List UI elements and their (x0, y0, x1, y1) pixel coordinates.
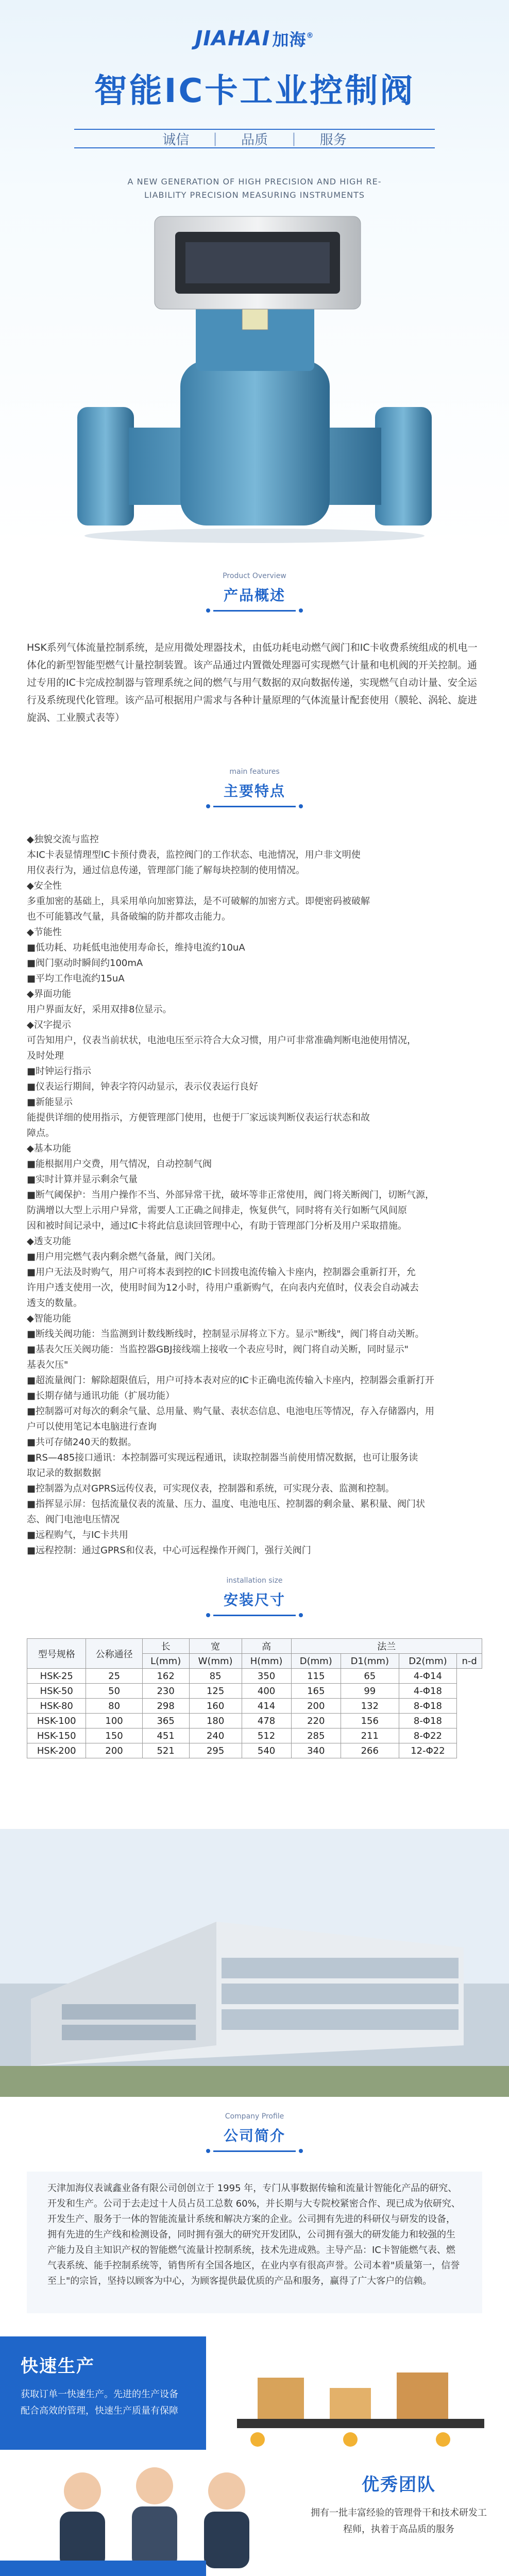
feature-line: 能提供详细的使用指示，方便管理部门使用，也便于厂家远谈判断仪表运行状态和故 (27, 1112, 370, 1123)
feature-line: 障点。 (27, 1128, 55, 1139)
hero-title: 智能IC卡工业控制阀 (94, 72, 415, 110)
feature-line: ■远程控制：通过GPRS和仪表，中心可远程操作开阀门，强行关阀门 (27, 1545, 311, 1556)
feature-line: ■仪表运行期间，钟表字符闪动显示，表示仪表运行良好 (27, 1081, 259, 1092)
features-heading-en: main features (229, 768, 280, 776)
feature-line: ◆智能功能 (27, 1313, 71, 1324)
factory-building-image (0, 1829, 509, 2097)
table-cell: 99 (341, 1684, 399, 1699)
table-cell: 230 (142, 1684, 189, 1699)
table-cell: 512 (242, 1728, 291, 1743)
heading-divider (213, 2150, 296, 2152)
feature-line: ■平均工作电流约15uA (27, 973, 125, 984)
feature-line: ■共可存储240天的数据。 (27, 1437, 137, 1448)
advantage-desc: 拥有一批丰富经验的管理骨干和技术研发工程师，执着于高品质的服务 (311, 2507, 487, 2535)
heading-divider (213, 806, 296, 807)
table-cell: HSK-200 (27, 1743, 86, 1758)
feature-line: 用户界面友好，采用双排8位显示。 (27, 1004, 172, 1015)
feature-line: 可告知用户，仪表当前状状，电池电压至示符合大众习惯，用户可非常准确判断电池使用情况， (27, 1035, 416, 1046)
company-heading (0, 2112, 509, 2152)
feature-line: 本IC卡表显情理型IC卡预付费表，监控阀门的工作状态、电池情况，用户非文明使 (27, 850, 361, 860)
feature-line: ■控制器可对每次的剩余气量、总用量、购气量、表状态信息、电池电压等情况，存入存储器内，用 (27, 1406, 435, 1417)
feature-line: ■基表欠压关阀功能：当监控器GBJ接线端上接收一个表应号时，阀门将自动关断，同时显示" (27, 1344, 409, 1355)
table-cell: 220 (291, 1714, 341, 1728)
th-sub: n-d (457, 1654, 482, 1669)
feature-line: 用仪表行为，通过信息传递，管理部门能了解每块控制的使用情况。 (27, 865, 305, 876)
feature-line: ◆基本功能 (27, 1143, 71, 1154)
hero-tagline (74, 129, 435, 148)
hero-tag-1: 诚信 (162, 132, 190, 148)
heading-divider (213, 610, 296, 612)
hero-tag-sep: | (292, 131, 296, 146)
overview-text: HSK系列气体流量控制系统，是应用微处理器技术，由低功耗电动燃气阀门和IC卡收费系统组成的机电一体化的新型智能型燃气计量控制装置。该产品通过内置微处理器可实现燃气计量和电机阀的开关控制。通过专用的IC卡完成控制器与管理系统之间的燃气与用气数据的双向数据传递，实现燃气自动计量、安全运行及系统现代化管理。该产品可根据用户需求与各种计量原理的气体流量计配套使用（膜轮、涡轮、旋进旋涡、工业膜式表等） (27, 642, 478, 723)
feature-line: 及时处理 (27, 1050, 64, 1061)
feature-line: 许用户透支使用一次，使用时间为12小时，待用户重新购气，在向表内充值时，仪表会自动减去 (27, 1282, 419, 1293)
hero-banner (0, 0, 509, 551)
table-cell: 211 (341, 1728, 399, 1743)
table-cell: HSK-80 (27, 1699, 86, 1714)
table-cell: 285 (291, 1728, 341, 1743)
feature-line: ◆节能性 (27, 927, 62, 938)
feature-line: ■长期存储与通讯功能（扩展功能） (27, 1391, 175, 1401)
feature-line: ■控制器为点对GPRS远传仪表，可实现仪表，控制器和系统，可实现分表、监测和控制。 (27, 1483, 395, 1494)
table-cell: 65 (341, 1669, 399, 1684)
table-cell: 25 (86, 1669, 142, 1684)
table-cell: 451 (142, 1728, 189, 1743)
hero-tag-sep: | (213, 131, 217, 146)
company-text: 天津加海仪表诚鑫业备有限公司创创立于 1995 年，专门从事数据传输和流量计智能化产品的研究、开发和生产。公司于去走过十人员占员工总数 60%，并长期与大专院校紧密合作、现已成为依研究、开发生产、服务于一体的智能流量计系统和解决方案的企业。公司拥有先进的科研仪与研发的设备，拥有先进的生产线和检测设备，同时拥有强大的研究开发团队，公司拥有强大的研发能力和较强的生产能力及自主知识产权的智能燃气流量计控制系统，技术先进成熟。主导产品：IC卡智能燃气表、燃气表系统、能手控制系统等，销售所有全国各地区，在业内享有很高声誉。公司本着"质量第一，信誉至上"的宗旨，坚持以顾客为中心，为顾客提供最优质的产品和服务，赢得了广大客户的信赖。 (47, 2183, 461, 2286)
th-sub: D1(mm) (341, 1654, 399, 1669)
table-row (27, 1728, 482, 1743)
table-cell: 50 (86, 1684, 142, 1699)
table-cell: 115 (291, 1669, 341, 1684)
advantage-row-3 (0, 2555, 509, 2576)
table-row (27, 1699, 482, 1714)
logo-main: JIAHAI (195, 27, 270, 50)
th-flange: 法兰 (291, 1639, 482, 1654)
feature-line: 因和被时间记录中，通过IC卡将此信息读回管理中心，有助于管理部门分析及用户采取措施。 (27, 1221, 407, 1231)
table-row (27, 1743, 482, 1758)
feature-line: ◆安全性 (27, 880, 62, 891)
table-cell: 150 (86, 1728, 142, 1743)
feature-line: ■阀门驱动时瞬间约100mA (27, 958, 143, 969)
table-cell: 200 (291, 1699, 341, 1714)
conveyor-illustration (216, 2342, 505, 2455)
feature-line: 透支的数量。 (27, 1298, 82, 1309)
feature-line: ■超流量阀门：解除超限值后，用户可持本表对应的IC卡正确电流传输入卡座内，控制器会重新打开 (27, 1375, 434, 1386)
logo-sub: 加海 (272, 30, 307, 49)
feature-line: ◆界面功能 (27, 989, 71, 999)
hero-english (0, 175, 509, 202)
feature-line: 户可以使用笔记本电脑进行查询 (27, 1421, 157, 1432)
install-heading (0, 1577, 509, 1616)
feature-line: 态、阀门电池电压情况 (27, 1514, 120, 1525)
advantage-card-shipping (0, 2561, 206, 2576)
features-heading (0, 768, 509, 807)
feature-line: 多重加密的基础上，具采用单向加密算法，是不可破解的加密方式。即便密码被破解 (27, 896, 370, 907)
feature-line: ◆独貌交流与监控 (27, 834, 99, 845)
table-cell: 4-Φ18 (399, 1684, 457, 1699)
table-cell: 100 (86, 1714, 142, 1728)
feature-line: ■断气阈保护：当用户操作不当、外部异常干扰，破坏等非正常使用，阀门将关断阀门，切断气源， (27, 1190, 435, 1200)
feature-line: ■能根据用户交费，用气情况，自动控制气阀 (27, 1159, 212, 1170)
table-cell: 298 (142, 1699, 189, 1714)
overview-heading-zh: 产品概述 (223, 587, 285, 604)
table-cell: 4-Φ14 (399, 1669, 457, 1684)
feature-line: ◆透支功能 (27, 1236, 71, 1247)
logo-mark: ® (306, 31, 314, 40)
table-row (27, 1669, 482, 1684)
table-cell: 12-Φ22 (399, 1743, 457, 1758)
feature-line: ■实时计算并显示剩余气量 (27, 1174, 138, 1185)
feature-line: 基表欠压" (27, 1360, 69, 1370)
company-heading-zh: 公司简介 (223, 2127, 285, 2144)
feature-line: ■用户用完燃气表内剩余燃气备量，阀门关闭。 (27, 1251, 222, 1262)
feature-line: ■低功耗、功耗低电池使用寿命长，维持电流约10uA (27, 942, 245, 953)
table-cell: 132 (341, 1699, 399, 1714)
feature-line: ◆汉字提示 (27, 1020, 71, 1030)
team-illustration (21, 2450, 278, 2573)
truck-illustration (237, 2566, 495, 2576)
table-cell: HSK-50 (27, 1684, 86, 1699)
features-heading-zh: 主要特点 (223, 783, 285, 800)
th-sub: D(mm) (291, 1654, 341, 1669)
hero-en-line-2: LIABILITY PRECISION MEASURING INSTRUMENTS (144, 190, 365, 200)
th-length: 长 (142, 1639, 189, 1654)
feature-line: ■指挥显示屏：包括流量仪表的流量、压力、温度、电池电压、控制器的剩余量、累积量、阀门状 (27, 1499, 426, 1510)
overview-heading-en: Product Overview (223, 572, 286, 580)
table-cell: 340 (291, 1743, 341, 1758)
advantage-card-production (0, 2336, 206, 2450)
feature-line: ■新能显示 (27, 1097, 73, 1108)
hero-tag-3: 服务 (319, 132, 347, 148)
table-cell: 240 (189, 1728, 242, 1743)
th-sub: H(mm) (242, 1654, 291, 1669)
advantage-desc: 获取订单一快速生产。先进的生产设备配合高效的管理，快速生产质量有保障 (21, 2389, 178, 2416)
hero-en-line-1: A NEW GENERATION OF HIGH PRECISION AND HIGH RE- (127, 177, 382, 187)
advantage-title: 优秀团队 (362, 2475, 436, 2495)
th-width: 宽 (189, 1639, 242, 1654)
features-list (27, 832, 482, 1558)
table-cell: 521 (142, 1743, 189, 1758)
heading-divider (213, 1615, 296, 1616)
th-height: 高 (242, 1639, 291, 1654)
feature-line: 防满增以大型上示用户异常，需要人工正确之间排走，恢复供气，同时将有关行如断气风间原 (27, 1205, 407, 1216)
table-cell: 266 (341, 1743, 399, 1758)
company-heading-en: Company Profile (225, 2112, 284, 2121)
table-cell: 85 (189, 1669, 242, 1684)
install-heading-en: installation size (226, 1577, 283, 1585)
table-cell: 540 (242, 1743, 291, 1758)
table-cell: HSK-100 (27, 1714, 86, 1728)
table-cell: 350 (242, 1669, 291, 1684)
table-cell: 80 (86, 1699, 142, 1714)
feature-line: ■断线关阀功能：当监测到计数线断线时，控制显示屏将立下方。显示"断线"，阀门将自动关断。 (27, 1329, 425, 1340)
table-cell: 8-Φ18 (399, 1699, 457, 1714)
table-cell: 478 (242, 1714, 291, 1728)
feature-line: ■时钟运行指示 (27, 1066, 92, 1077)
th-dn: 公称通径 (86, 1639, 142, 1669)
advantage-card-team (289, 2455, 509, 2568)
feature-line: ■用户无法及时购气，用户可将本表到控的IC卡回拨电流传输入卡座内，控制器会重新打开，允 (27, 1267, 416, 1278)
table-cell: 8-Φ22 (399, 1728, 457, 1743)
table-row (27, 1714, 482, 1728)
table-cell: 295 (189, 1743, 242, 1758)
advantage-title: 快速生产 (21, 2356, 95, 2377)
table-cell: 125 (189, 1684, 242, 1699)
table-cell: 8-Φ18 (399, 1714, 457, 1728)
table-cell: 180 (189, 1714, 242, 1728)
valve-product-image (0, 206, 509, 546)
th-sub: L(mm) (142, 1654, 189, 1669)
table-cell: HSK-150 (27, 1728, 86, 1743)
overview-heading (0, 572, 509, 612)
table-cell: HSK-25 (27, 1669, 86, 1684)
feature-line: 取记录的数据数据 (27, 1468, 101, 1479)
feature-line: ■远程购气，与IC卡共用 (27, 1530, 128, 1540)
company-profile-box (27, 2172, 482, 2313)
table-cell: 160 (189, 1699, 242, 1714)
table-cell: 156 (341, 1714, 399, 1728)
table-row (27, 1684, 482, 1699)
install-heading-zh: 安装尺寸 (223, 1591, 285, 1608)
table-cell: 200 (86, 1743, 142, 1758)
table-cell: 365 (142, 1714, 189, 1728)
table-cell: 162 (142, 1669, 189, 1684)
th-sub: D2(mm) (399, 1654, 457, 1669)
spec-table (27, 1638, 482, 1758)
table-cell: 400 (242, 1684, 291, 1699)
feature-line: ■RS—485接口通讯：本控制器可实现远程通讯，读取控制器当前使用情况数据，也可让服务读 (27, 1452, 418, 1463)
hero-tag-2: 品质 (241, 132, 268, 148)
table-cell: 414 (242, 1699, 291, 1714)
feature-line: 也不可能篡改气量，具备破编的防并都攻击能力。 (27, 911, 231, 922)
table-cell: 165 (291, 1684, 341, 1699)
th-model: 型号规格 (27, 1639, 86, 1669)
th-sub: W(mm) (189, 1654, 242, 1669)
brand-logo[interactable] (0, 27, 509, 50)
